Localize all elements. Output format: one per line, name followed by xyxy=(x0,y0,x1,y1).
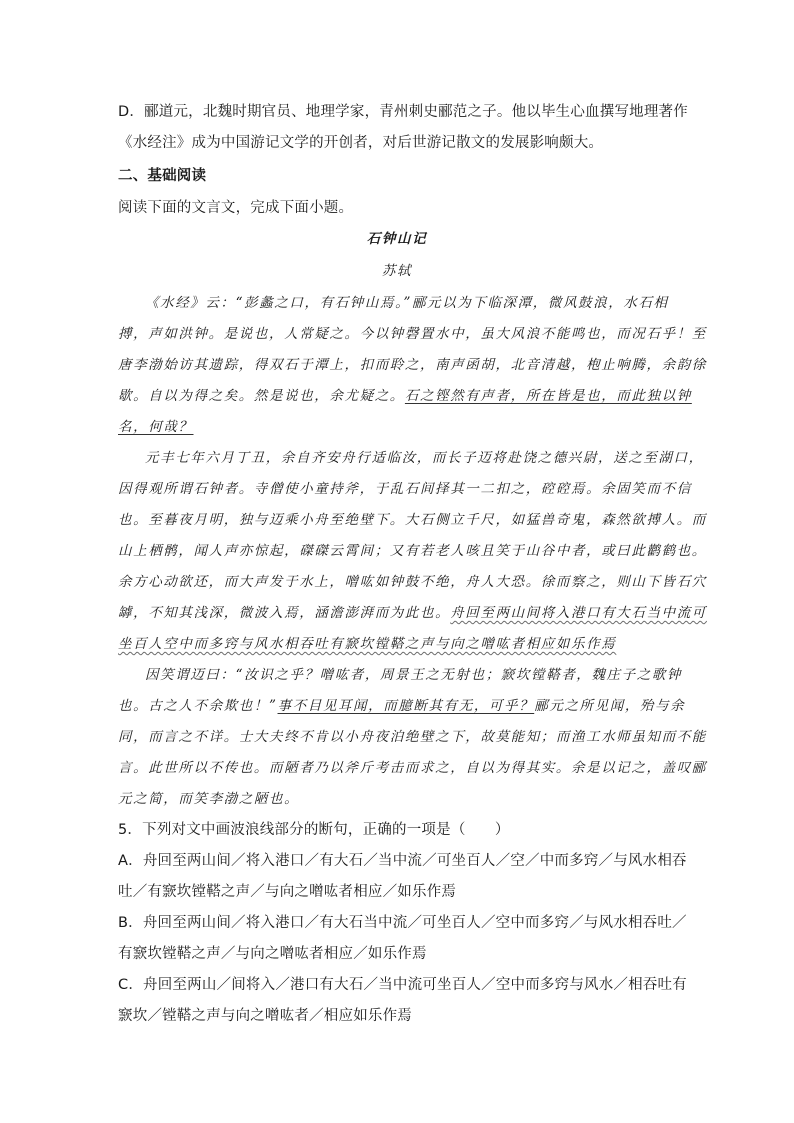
paragraph-3-line-4: 言。此世所以不传也。而陋者乃以斧斤考击而求之，自以为得其实。余是以记之，盖叹郦 xyxy=(118,760,707,776)
paragraph-2-line-7 xyxy=(118,634,616,654)
underlined-sentence-1a: 石之铿然有声者，所在皆是也，而此独以钟 xyxy=(404,388,692,404)
paragraph-2-line-3: 也。至暮夜月明，独与迈乘小舟至绝壁下。大石侧立千尺，如猛兽奇鬼，森然欲搏人。而 xyxy=(118,512,707,528)
paragraph-3-line-5: 元之简，而笑李渤之陋也。 xyxy=(118,791,300,807)
wavy-underlined-sentence-a: 舟回至两山间将入港口有大石当中流可 xyxy=(450,605,707,621)
question-5-option-c-line-1: C．舟回至两山／间将入／港口有大石／当中流可坐百人／空中而多窍与风水／相吞吐有 xyxy=(118,977,687,993)
wavy-underlined-sentence-b: 坐百人空中而多窍与风水相吞吐有窾坎镗鞳之声与向之噌吰者相应如乐作焉 xyxy=(118,636,617,652)
paragraph-1-line-4 xyxy=(118,386,692,406)
question-5-option-b-line-1: B．舟回至两山间／将入港口／有大石当中流／可坐百人／空中而多窍／与风水相吞吐／ xyxy=(118,915,687,931)
question-5-option-a-line-1: A．舟回至两山间／将入港口／有大石／当中流／可坐百人／空／中而多窍／与风水相吞 xyxy=(118,853,687,869)
paragraph-2-line-4: 山上栖鹘，闻人声亦惊起，磔磔云霄间；又有若老人咳且笑于山谷中者，或曰此鹳鹤也。 xyxy=(118,543,707,559)
paragraph-3-line-3: 同，而言之不详。士大夫终不肯以小舟夜泊绝壁之下，故莫能知；而渔工水师虽知而不能 xyxy=(118,729,707,745)
question-5-option-b-line-2: 有窾坎镗鞳之声／与向之噌吰者相应／如乐作焉 xyxy=(118,946,427,962)
paragraph-1-line-5 xyxy=(118,417,194,437)
paragraph-1-line-1: 《水经》云：“彭蠡之口，有石钟山焉。”郦元以为下临深潭，微风鼓浪，水石相 xyxy=(145,295,669,311)
underlined-sentence-1b: 名，何哉？ xyxy=(118,419,194,435)
question-5-option-a-line-2: 吐／有窾坎镗鞳之声／与向之噌吰者相应／如乐作焉 xyxy=(118,884,457,900)
paragraph-2-line-5: 余方心动欲还，而大声发于水上，噌吰如钟鼓不绝，舟人大恐。徐而察之，则山下皆石穴 xyxy=(118,574,707,590)
paragraph-3-line-2-text: 也。古之人不余欺也！” xyxy=(118,698,278,714)
question-5-stem: 5．下列对文中画波浪线部分的断句，正确的一项是（ ） xyxy=(118,822,510,838)
paragraph-2-line-6 xyxy=(118,603,707,623)
paragraph-1-line-3: 唐李渤始访其遗踪，得双石于潭上，扣而聆之，南声函胡，北音清越，枹止响腾，余韵徐 xyxy=(118,357,707,373)
option-d-line-1: D．郦道元，北魏时期官员、地理学家，青州刺史郦范之子。他以毕生心血撰写地理著作 xyxy=(118,104,688,120)
section-instruction: 阅读下面的文言文，完成下面小题。 xyxy=(118,200,354,216)
section-heading: 二、基础阅读 xyxy=(118,168,207,184)
paragraph-1-line-2: 搏，声如洪钟。是说也，人常疑之。今以钟磬置水中，虽大风浪不能鸣也，而况石乎！至 xyxy=(118,326,707,342)
paragraph-2-line-2: 因得观所谓石钟者。寺僧使小童持斧，于乱石间择其一二扣之，硿硿焉。余固笑而不信 xyxy=(118,481,692,497)
paragraph-3-line-2-tail: 郦元之所见闻，殆与余 xyxy=(534,698,686,714)
passage-title: 石钟山记 xyxy=(366,231,428,247)
question-5-option-c-line-2: 窾坎／镗鞳之声与向之噌吰者／相应如乐作焉 xyxy=(118,1008,412,1024)
paragraph-2-line-6-text: 罅，不知其浅深，微波入焉，涵澹澎湃而为此也。 xyxy=(118,605,451,621)
passage-author: 苏轼 xyxy=(381,263,413,279)
paragraph-1-line-4-text: 歇。自以为得之矣。然是说也，余尤疑之。 xyxy=(118,388,405,404)
underlined-sentence-2: 事不目见耳闻，而臆断其有无，可乎？ xyxy=(277,698,535,714)
paragraph-3-line-1: 因笑谓迈曰：“汝识之乎？噌吰者，周景王之无射也；窾坎镗鞳者，魏庄子之歌钟 xyxy=(145,667,683,683)
paragraph-2-line-1: 元丰七年六月丁丑，余自齐安舟行适临汝，而长子迈将赴饶之德兴尉，送之至湖口， xyxy=(145,450,704,466)
paragraph-3-line-2 xyxy=(118,696,685,716)
option-d-line-2: 《水经注》成为中国游记文学的开创者，对后世游记散文的发展影响颇大。 xyxy=(118,135,604,151)
